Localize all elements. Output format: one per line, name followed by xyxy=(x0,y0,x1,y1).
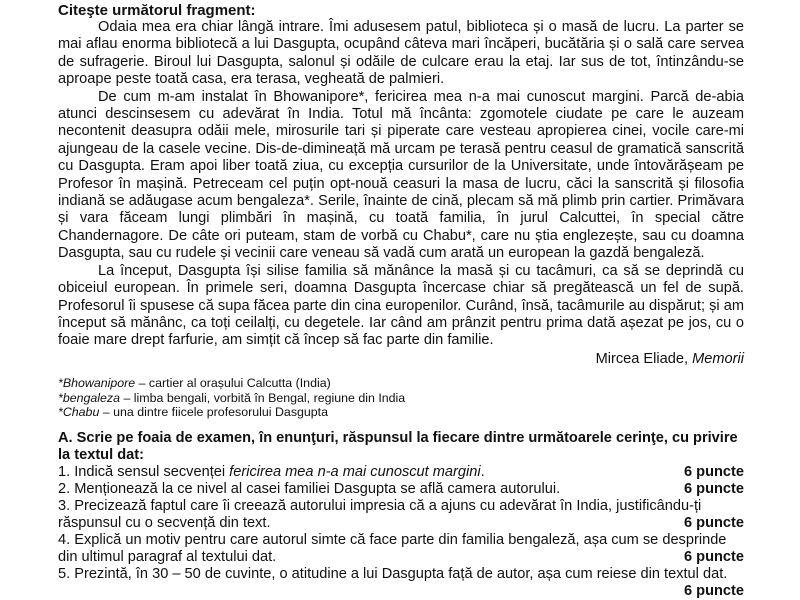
tasks-title: A. Scrie pe foaia de examen, în enunţuri, răspunsul la fiecare dintre următoarele cerinţe, cu privire la textul dat: xyxy=(58,429,738,463)
task-points: 6 puncte xyxy=(683,582,744,599)
footnote-term: *bengaleza xyxy=(58,390,121,405)
task-points: 6 puncte xyxy=(683,480,744,497)
text-paragraph-2: De cum m-am instalat în Bhowanipore*, fericirea mea n-a mai cunoscut margini. Parcă de-abia atunci descinsesem cu adevărat în India. Totul mă încânta: zgomotele ciudate pe care le auzeam necontenit deasupra odăii mele, mirosurile tari și piperate care vesteau apropierea cinei, vocile care-mi ajungeau de la casele vecine. Dis-de-dimineață mă urcam pe terasă pentru ceasul de gramatică sanscrită cu Dasgupta. Eram apoi liber toată ziua, cu excepția cursurilor de la Universitate, unde întovărășeam pe Profesor în mașină. Petreceam cel puțin opt-nouă ceasuri la masa de lucru, căci la sanscrită și filosofia indiană se adăugase acum bengaleza*. Serile, înainte de cină, plecam să mă plimb prin cartier. Primăvara și vara făceam lungi plimbări în mașină, cu toată familia, în jurul Calcuttei, în special către Chandernagore. De câte ori puteam, stam de vorbă cu Chabu*, care nu știa englezește, sau cu doamna Dasgupta, sau cu rudele și vecinii care veneau să vadă cum arată un european la gazdă bengaleză. xyxy=(58,88,744,262)
task-item-4 xyxy=(58,532,744,566)
text-paragraph-3: La început, Dasgupta își silise familia să mănânce la masă și cu tacâmuri, ca să se deprindă cu obiceiul european. În primele seri, doamna Dasgupta încercase chiar să pregătească un fel de supă. Profesorul îi spusese că supa făcea parte din cina europenilor. Curând, însă, tacâmurile au dispărut; și am început să mănânc, ca toți ceilalți, cu degetele. Iar când am prânzit pentru prima dată așezat pe jos, cu o foaie mare drept farfurie, am simțit că încep să fac parte din familie. xyxy=(58,262,744,349)
footnote-bhowanipore xyxy=(58,376,744,391)
fragment-heading: Citeşte următorul fragment: xyxy=(58,2,256,19)
footnote-definition: – una dintre fiicele profesorului Dasgupta xyxy=(99,405,329,420)
task-points: 6 puncte xyxy=(683,514,744,531)
task-points: 6 puncte xyxy=(683,463,744,480)
task-text: 3. Precizează faptul care îi creează autorului impresia că a ajuns cu adevărat în India, justificându-ți răspunsul cu o secvență din text. xyxy=(58,497,702,531)
task-text: 4. Explică un motiv pentru care autorul simte că face parte din familia bengaleză, așa cum se desprinde din ultimul paragraf al textului dat. xyxy=(58,531,727,565)
author-name: Mircea Eliade, xyxy=(595,350,693,367)
task-item-1 xyxy=(58,464,744,481)
footnotes xyxy=(58,376,744,420)
footnote-definition: – cartier al orașului Calcutta (India) xyxy=(135,376,331,391)
task-item-3 xyxy=(58,498,744,532)
footnote-bengaleza xyxy=(58,391,744,406)
footnote-definition: – limba bengali, vorbită în Bengal, regiune din India xyxy=(120,390,406,405)
task-text: 5. Prezintă, în 30 – 50 de cuvinte, o atitudine a lui Dasgupta față de autor, așa cum reiese din textul dat. xyxy=(58,565,728,582)
footnote-term: *Bhowanipore xyxy=(58,376,136,391)
work-title: Memorii xyxy=(692,350,744,367)
footnote-chabu xyxy=(58,405,744,420)
task-text: 1. Indică sensul secvenței xyxy=(58,463,230,480)
task-points: 6 puncte xyxy=(683,548,744,565)
task-quote: fericirea mea n-a mai cunoscut margini xyxy=(229,463,481,480)
source-signature xyxy=(58,351,744,368)
text-paragraph-1: Odaia mea era chiar lângă intrare. Îmi adusesem patul, biblioteca și o masă de lucru. La parter se mai aflau enorma bibliotecă a lui Dasgupta, ocupând câteva mari încăperi, bucătăria și o sală care servea de sufragerie. Biroul lui Dasgupta, salonul și odăile de culcare erau la etaj. Iar sus de tot, întinzându-se aproape peste toată casa, era terasa, vegheată de palmieri. xyxy=(58,19,744,88)
footnote-term: *Chabu xyxy=(58,405,100,420)
task-item-5 xyxy=(58,565,744,599)
task-text-end: . xyxy=(480,463,485,480)
task-text: 2. Menționează la ce nivel al casei familiei Dasgupta se află camera autorului. xyxy=(58,480,561,497)
task-item-2 xyxy=(58,481,744,498)
exam-page xyxy=(0,2,800,599)
